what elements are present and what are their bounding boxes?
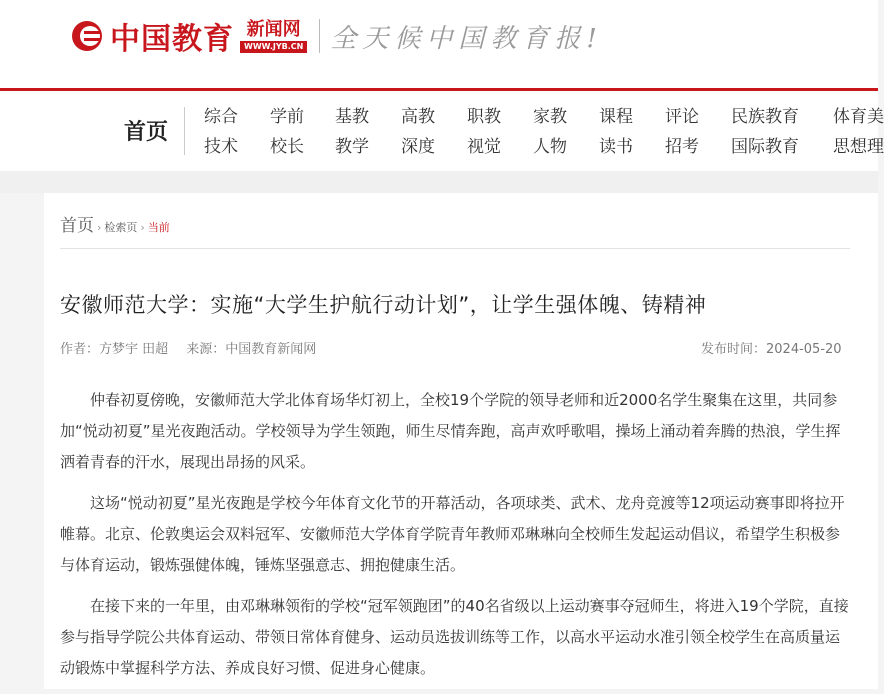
nav-link[interactable]: 技术 xyxy=(204,137,238,157)
article-paragraph: 在接下来的一年里，由邓琳琳领衔的学校“冠军领跑团”的40名省级以上运动赛事夺冠师生，将进入19个学院，直接参与指导学院公共体育运动、带领日常体育健身、运动员选拔训练等工作，以高水平运动水准引领全校学生在高质量运动锻炼中掌握科学方法、养成良好习惯、促进身心健康。 xyxy=(60,597,849,677)
article-paragraph: 仲春初夏傍晚，安徽师范大学北体育场华灯初上，全校19个学院的领导老师和近2000名学生聚集在这里，共同参加“悦动初夏”星光夜跑活动。学校领导为学生领跑，师生尽情奔跑，高声欢呼歌唱，操场上涌动着奔腾的热浪，学生挥洒着青春的汗水，展现出昂扬的风采。 xyxy=(60,391,841,471)
nav-link[interactable]: 家教 xyxy=(533,107,567,127)
article-source: 来源：中国教育新闻网 xyxy=(186,342,317,357)
breadcrumb-search[interactable]: 检索页 xyxy=(104,221,138,234)
nav-link[interactable]: 招考 xyxy=(665,137,699,157)
article-paragraph: 这场“悦动初夏”星光夜跑是学校今年体育文化节的开幕活动，各项球类、武术、龙舟竞渡等12项运动赛事即将拉开帷幕。北京、伦敦奥运会双料冠军、安徽师范大学体育学院青年教师邓琳琳向全校师生发起运动倡议，希望学生积极参与体育运动，锻炼强健体魄，锤炼坚强意志、拥抱健康生活。 xyxy=(60,494,845,574)
nav-link[interactable]: 高教 xyxy=(401,107,435,127)
nav-link[interactable]: 校长 xyxy=(270,137,304,157)
logo-news-text: 新闻网 xyxy=(246,18,301,40)
chevron-right-icon: › xyxy=(97,221,102,234)
article-pubdate: 发布时间：2024-05-20 xyxy=(701,342,842,357)
breadcrumb-home[interactable]: 首页 xyxy=(60,216,94,236)
site-logo[interactable] xyxy=(70,14,603,58)
logo-text: 中国教育 xyxy=(110,22,234,57)
main-nav xyxy=(0,91,884,171)
article-container xyxy=(44,193,878,689)
logo-divider xyxy=(319,19,320,53)
nav-link[interactable]: 读书 xyxy=(599,137,633,157)
nav-link[interactable]: 人物 xyxy=(533,137,567,157)
nav-link[interactable]: 体育美 xyxy=(833,107,884,127)
nav-link[interactable]: 评论 xyxy=(665,107,699,127)
nav-link[interactable]: 职教 xyxy=(467,107,501,127)
nav-home[interactable]: 首页 xyxy=(124,120,169,145)
nav-link[interactable]: 深度 xyxy=(401,137,435,157)
nav-link[interactable]: 视觉 xyxy=(467,137,501,157)
logo-url: WWW.JYB.CN xyxy=(240,41,307,53)
logo-emblem-icon xyxy=(70,19,104,53)
slogan: 全天候中国教育报! xyxy=(330,23,603,54)
nav-link[interactable]: 学前 xyxy=(270,107,304,127)
chevron-right-icon: › xyxy=(140,221,145,234)
breadcrumb-current: 当前 xyxy=(147,221,170,234)
breadcrumb-divider xyxy=(60,248,850,249)
nav-link[interactable]: 教学 xyxy=(335,137,369,157)
article-author: 作者：方梦宇 田超 xyxy=(60,342,169,357)
nav-link[interactable]: 思想理 xyxy=(833,137,884,157)
article-meta xyxy=(60,338,330,357)
breadcrumb xyxy=(60,211,170,236)
nav-link[interactable]: 国际教育 xyxy=(731,137,799,157)
nav-link[interactable]: 民族教育 xyxy=(731,107,799,127)
nav-link[interactable]: 基教 xyxy=(335,107,369,127)
nav-link[interactable]: 综合 xyxy=(204,107,238,127)
site-header xyxy=(0,0,878,88)
article-body xyxy=(60,385,850,694)
nav-spacer xyxy=(0,171,878,193)
nav-link[interactable]: 课程 xyxy=(599,107,633,127)
nav-divider xyxy=(184,107,185,155)
logo-subtext xyxy=(240,20,307,53)
article-title: 安徽师范大学：实施“大学生护航行动计划”，让学生强体魄、铸精神 xyxy=(60,293,707,317)
